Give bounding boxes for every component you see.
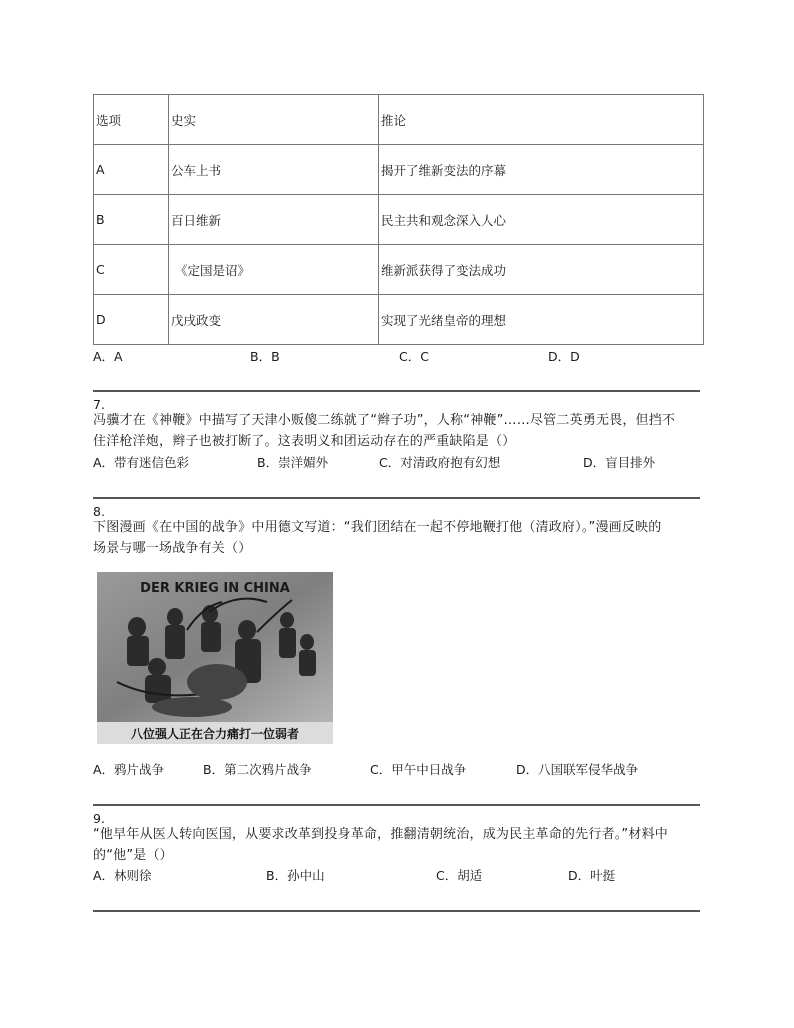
q6-option-b[interactable]: B．B <box>250 349 280 364</box>
q7-stem-line: 住洋枪洋炮，辫子也被打断了。这表明义和团运动存在的严重缺陷是（） <box>93 434 516 449</box>
q9-number: 9. <box>93 811 105 826</box>
q9-stem <box>93 824 703 866</box>
divider <box>93 390 700 392</box>
q8-stem <box>93 517 703 559</box>
q8-number: 8. <box>93 504 105 519</box>
q6-option-c[interactable]: C．C <box>399 349 429 364</box>
q6-options <box>93 347 704 365</box>
q9-option-d[interactable]: D．叶挺 <box>568 868 616 883</box>
table-cell: 揭开了维新变法的序幕 <box>379 145 704 195</box>
table-cell: 公车上书 <box>169 145 379 195</box>
q8-option-c[interactable]: C．甲午中日战争 <box>370 762 467 777</box>
q9-options <box>93 866 704 884</box>
table-row <box>94 295 704 345</box>
table-cell: 戊戌政变 <box>169 295 379 345</box>
table-row <box>94 195 704 245</box>
q8-option-d[interactable]: D．八国联军侵华战争 <box>516 762 639 777</box>
cartoon-image <box>97 572 333 744</box>
table-cell: 维新派获得了变法成功 <box>379 245 704 295</box>
table-row <box>94 145 704 195</box>
table-row <box>94 245 704 295</box>
table-cell: A <box>94 145 169 195</box>
q7-stem-line: 冯骥才在《神鞭》中描写了天津小贩傻二练就了“辫子功”，人称“神鞭”……尽管二英勇无畏，但挡不 <box>93 413 676 428</box>
q9-option-c[interactable]: C．胡适 <box>436 868 483 883</box>
q9-option-a[interactable]: A．林则徐 <box>93 868 152 883</box>
table-cell: 百日维新 <box>169 195 379 245</box>
q8-options <box>93 760 704 778</box>
table-header-cell: 史实 <box>169 95 379 145</box>
table-header-cell: 选项 <box>94 95 169 145</box>
table-cell: B <box>94 195 169 245</box>
table-cell: C <box>94 245 169 295</box>
q9-option-b[interactable]: B．孙中山 <box>266 868 325 883</box>
q7-option-a[interactable]: A．带有迷信色彩 <box>93 455 190 470</box>
divider <box>93 497 700 499</box>
table-header-cell: 推论 <box>379 95 704 145</box>
q8-stem-line: 场景与哪一场战争有关（） <box>93 541 252 556</box>
q6-option-d[interactable]: D．D <box>548 349 580 364</box>
q7-option-d[interactable]: D．盲目排外 <box>583 455 656 470</box>
q9-stem-line: “他早年从医人转向医国，从要求改革到投身革命，推翻清朝统治，成为民主革命的先行者。”材料中 <box>93 827 668 842</box>
table-cell: 实现了光绪皇帝的理想 <box>379 295 704 345</box>
cartoon-title: DER KRIEG IN CHINA <box>140 581 290 596</box>
q7-options <box>93 453 704 471</box>
q8-option-b[interactable]: B．第二次鸦片战争 <box>203 762 312 777</box>
q8-stem-line: 下图漫画《在中国的战争》中用德文写道：“我们团结在一起不停地鞭打他（清政府）。”漫画反映的 <box>93 520 662 535</box>
table-cell: D <box>94 295 169 345</box>
q9-stem-line: 的“他”是（） <box>93 848 173 863</box>
cartoon-caption: 八位强人正在合力痛打一位弱者 <box>130 727 300 741</box>
divider <box>93 910 700 912</box>
q8-option-a[interactable]: A．鸦片战争 <box>93 762 165 777</box>
q7-stem <box>93 410 703 452</box>
q7-option-c[interactable]: C．对清政府抱有幻想 <box>379 455 501 470</box>
divider <box>93 804 700 806</box>
comparison-table <box>93 94 704 345</box>
table-cell: 民主共和观念深入人心 <box>379 195 704 245</box>
q7-number: 7. <box>93 397 105 412</box>
table-cell: 《定国是诏》 <box>169 245 379 295</box>
q7-option-b[interactable]: B．崇洋媚外 <box>257 455 329 470</box>
table-header-row <box>94 95 704 145</box>
q6-option-a[interactable]: A．A <box>93 349 123 364</box>
